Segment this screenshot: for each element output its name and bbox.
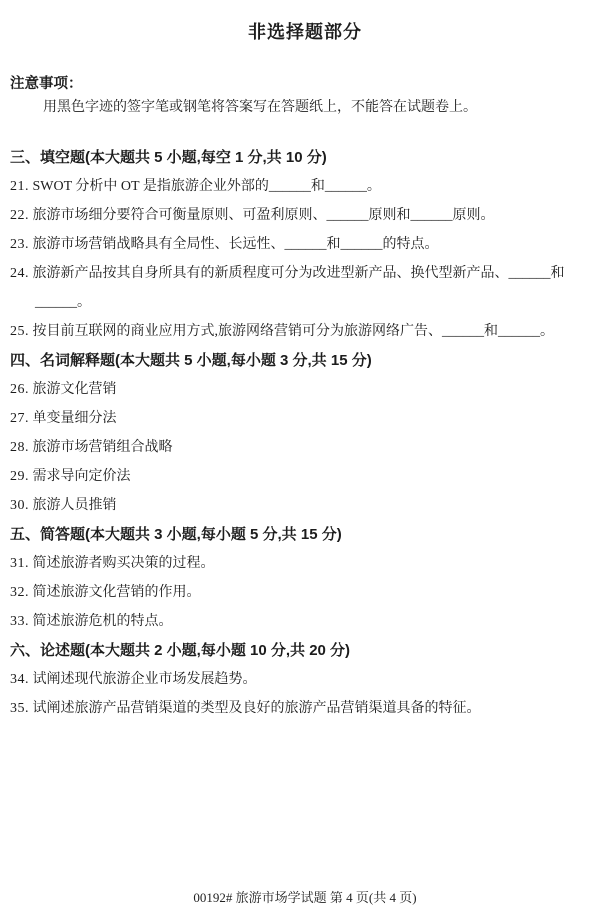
question — [10, 317, 600, 346]
question-number: 28. — [10, 440, 29, 455]
question — [10, 433, 600, 462]
page-footer: 00192# 旅游市场学试题 第 4 页(共 4 页) — [193, 890, 417, 905]
question — [10, 230, 600, 259]
question — [10, 491, 600, 520]
question-sections — [10, 143, 600, 723]
question-number: 26. — [10, 382, 29, 397]
question-text: 旅游市场细分要符合可衡量原则、可盈利原则、______原则和______原则。 — [32, 208, 495, 223]
question-text: SWOT 分析中 OT 是指旅游企业外部的______和______。 — [32, 179, 381, 194]
question-number: 35. — [10, 701, 29, 716]
question — [10, 665, 600, 694]
question-number: 31. — [10, 556, 29, 571]
question — [10, 549, 600, 578]
question-text: 试阐述现代旅游企业市场发展趋势。 — [32, 672, 257, 687]
question-number: 33. — [10, 614, 29, 629]
question-text: 简述旅游者购买决策的过程。 — [32, 556, 215, 571]
question — [10, 201, 600, 230]
question — [10, 172, 600, 201]
question — [10, 462, 600, 491]
question-text: 旅游文化营销 — [32, 382, 117, 397]
section-heading: 三、填空题(本大题共 5 小题,每空 1 分,共 10 分) — [10, 149, 327, 166]
question — [10, 259, 600, 317]
question — [10, 578, 600, 607]
question-text: 旅游市场营销战略具有全局性、长远性、______和______的特点。 — [32, 237, 439, 252]
question-number: 21. — [10, 179, 29, 194]
section-heading: 四、名词解释题(本大题共 5 小题,每小题 3 分,共 15 分) — [10, 352, 372, 369]
section-short-answer — [10, 520, 600, 636]
question-text: 简述旅游危机的特点。 — [32, 614, 173, 629]
question-number: 30. — [10, 498, 29, 513]
question-number: 23. — [10, 237, 29, 252]
notice-heading: 注意事项： — [10, 76, 83, 92]
question-number: 29. — [10, 469, 29, 484]
section-essay — [10, 636, 600, 723]
question-number: 22. — [10, 208, 29, 223]
question — [10, 404, 600, 433]
question-number: 25. — [10, 324, 29, 339]
question-number: 24. — [10, 266, 29, 281]
notice-text: 用黑色字迹的签字笔或钢笔将答案写在答题纸上，不能答在试题卷上。 — [43, 100, 477, 115]
question-text: 简述旅游文化营销的作用。 — [32, 585, 201, 600]
question — [10, 375, 600, 404]
question-text: 旅游市场营销组合战略 — [32, 440, 173, 455]
question-number: 27. — [10, 411, 29, 426]
question-number: 32. — [10, 585, 29, 600]
question-text: 单变量细分法 — [32, 411, 117, 426]
section-term-explanation — [10, 346, 600, 520]
section-heading: 六、论述题(本大题共 2 小题,每小题 10 分,共 20 分) — [10, 642, 351, 659]
page-title: 非选择题部分 — [248, 22, 362, 42]
question-text: 试阐述旅游产品营销渠道的类型及良好的旅游产品营销渠道具备的特征。 — [32, 701, 481, 716]
question — [10, 694, 600, 723]
section-heading: 五、简答题(本大题共 3 小题,每小题 5 分,共 15 分) — [10, 526, 342, 543]
question-number: 34. — [10, 672, 29, 687]
question-text: 旅游新产品按其自身所具有的新质程度可分为改进型新产品、换代型新产品、______和______。 — [32, 266, 565, 310]
section-fill-in-blank — [10, 143, 600, 346]
question — [10, 607, 600, 636]
question-text: 需求导向定价法 — [32, 469, 131, 484]
question-text: 旅游人员推销 — [32, 498, 117, 513]
question-text: 按目前互联网的商业应用方式,旅游网络营销可分为旅游网络广告、______和______。 — [32, 324, 554, 339]
